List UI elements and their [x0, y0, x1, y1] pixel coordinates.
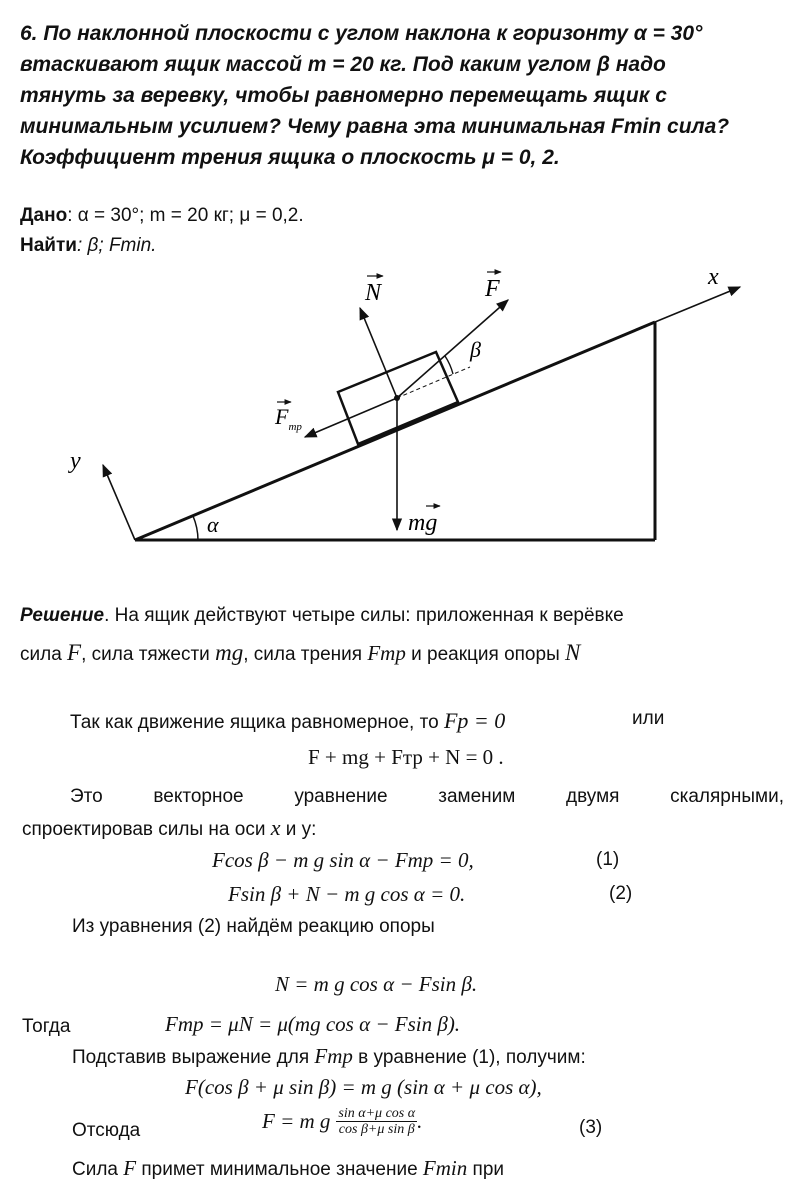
fraction-end: . [417, 1109, 423, 1133]
intro-text-a: сила [20, 644, 68, 665]
final-fmin: Fmin [422, 1156, 468, 1180]
vector-ftr: Fтр [367, 641, 406, 665]
proj-text-a: спроектировав силы на оси [22, 819, 271, 840]
or-text: или [632, 708, 665, 729]
equation-1: Fcos β − m g sin α − Fтр = 0, [212, 848, 474, 872]
equation-3-number: (3) [579, 1117, 603, 1138]
proj-text-b: и у: [280, 819, 317, 840]
problem-statement [20, 18, 788, 173]
problem-line: тянуть за веревку, чтобы равномерно перемещать ящик с [20, 84, 667, 107]
label-f: F [485, 276, 500, 302]
solution-intro-1 [20, 605, 624, 627]
label-n: N [365, 280, 382, 306]
problem-line: Коэффициент трения ящика о плоскость μ = 0, 2. [20, 146, 560, 169]
proj-word: двумя [566, 786, 620, 807]
given-label: Дано [20, 205, 68, 226]
then-label: Тогда [22, 1016, 71, 1037]
label-friction-sub: тр [288, 421, 302, 433]
x-axis-arrow [655, 287, 740, 322]
substitution-line [72, 1044, 586, 1069]
solution-intro-text: . На ящик действуют четыре силы: приложенная к верёвке [104, 605, 624, 626]
solution-label: Решение [20, 605, 105, 626]
substitution-text-2: в уравнение (1), получим: [352, 1047, 586, 1068]
label-x-axis: x [708, 264, 719, 290]
problem-line: 6. По наклонной плоскости с углом наклона к горизонту α = 30° [20, 22, 703, 45]
uniform-text: Так как движение ящика равномерное, то [70, 712, 444, 733]
projection-line-2 [22, 815, 316, 841]
vector-f: F [67, 640, 82, 665]
intro-text-d: и реакция опоры [405, 644, 565, 665]
proj-word: уравнение [294, 786, 388, 807]
substitution-ftr: Fтр [314, 1044, 353, 1068]
proj-word: заменим [438, 786, 516, 807]
solution-intro-2 [20, 640, 580, 666]
intro-text-b: , сила тяжести [81, 644, 216, 665]
fraction-numerator: sin α+μ cos α [338, 1106, 416, 1121]
alpha-arc [193, 516, 198, 540]
fraction-denominator: cos β+μ sin β [338, 1122, 415, 1137]
substitution-text: Подставив выражение для [72, 1047, 315, 1068]
given-line [20, 205, 304, 227]
f-result [262, 1106, 422, 1137]
final-text-b: примет минимальное значение [136, 1159, 423, 1180]
beta-arc [445, 356, 453, 374]
find-text: : β; Fmin. [76, 235, 157, 256]
proj-word: Это [70, 786, 103, 807]
force-f-arrow [397, 300, 508, 398]
fp-zero-equation: Fp = 0 [443, 708, 506, 733]
friction-equation: Fтр = μN = μ(mg cos α − Fsin β). [165, 1012, 461, 1036]
axis-x-letter: x [270, 815, 281, 840]
vector-n: N [565, 640, 581, 665]
equation-2: Fsin β + N − m g cos α = 0. [228, 882, 466, 906]
f-result-fraction [336, 1106, 417, 1137]
final-f: F [123, 1156, 137, 1180]
equation-2-number: (2) [609, 883, 633, 904]
label-friction-f: F [275, 404, 289, 429]
f-result-lhs: F = m g [262, 1109, 331, 1133]
final-line [72, 1156, 504, 1181]
incline-diagram [0, 250, 805, 560]
incline-surface [135, 322, 655, 540]
intro-text-c: , сила трения [243, 644, 368, 665]
final-text-c: при [467, 1159, 504, 1180]
proj-word: векторное [153, 786, 244, 807]
vector-equation: F + mg + Fтр + N = 0 . [308, 745, 504, 769]
problem-line: минимальным усилием? Чему равна эта минимальная Fmin сила? [20, 115, 730, 138]
uniform-line [70, 708, 505, 734]
hence-label: Отсюда [72, 1120, 141, 1141]
given-text: : α = 30°; m = 20 кг; μ = 0,2. [67, 205, 304, 226]
label-mg: mg [408, 510, 438, 536]
proj-word: скалярными, [670, 786, 784, 807]
equation-1-number: (1) [596, 849, 620, 870]
final-text-a: Сила [72, 1159, 124, 1180]
problem-line: втаскивают ящик массой m = 20 кг. Под каким углом β надо [20, 53, 666, 76]
label-alpha: α [207, 512, 219, 537]
n-equation: N = m g cos α − Fsin β. [275, 972, 478, 996]
from-equation-2-text: Из уравнения (2) найдём реакцию опоры [72, 916, 435, 937]
label-y-axis: y [70, 448, 81, 474]
projection-line-1 [22, 786, 784, 808]
f-equation: F(cos β + μ sin β) = m g (sin α + μ cos α), [185, 1075, 542, 1099]
label-beta: β [470, 337, 481, 362]
find-label: Найти [20, 235, 77, 256]
label-friction [274, 404, 302, 433]
y-axis-arrow [103, 465, 135, 540]
vector-mg: mg [215, 640, 244, 665]
